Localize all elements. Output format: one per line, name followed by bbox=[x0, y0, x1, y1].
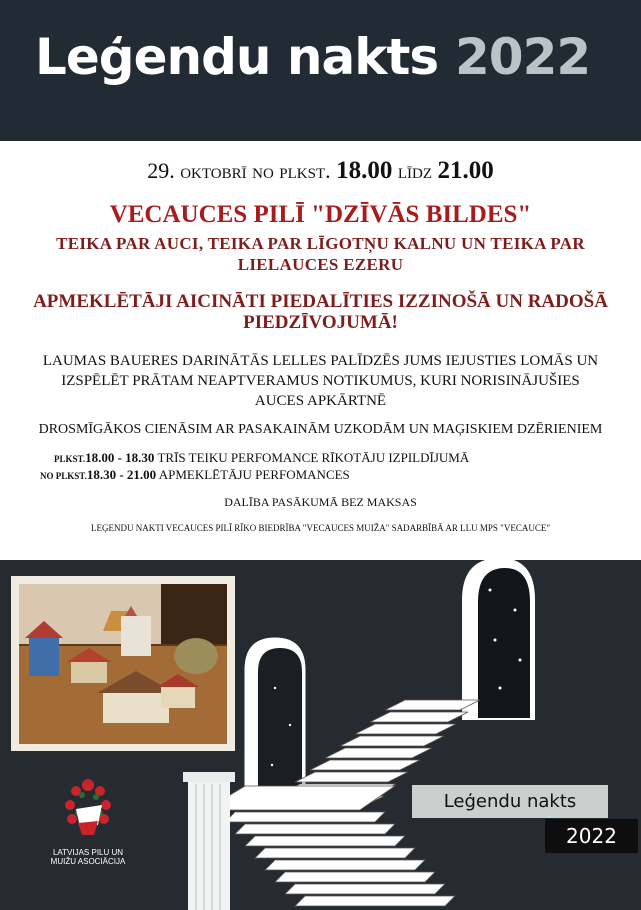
badge-title: Leģendu nakts bbox=[412, 785, 608, 818]
illustration-panel bbox=[0, 560, 641, 910]
badge-year: 2022 bbox=[545, 819, 638, 853]
event-description: LAUMAS BAUERES DARINĀTĀS LELLES PALĪDZĒS JUMS IEJUSTIES LOMĀS UN IZSPĒLĒT PRĀTAM NEAPTVERAMUS NOTIKUMUS, KURI NORISINĀJUŠIES AUCES APKĀRTNĒ bbox=[42, 353, 599, 409]
schedule-row bbox=[40, 467, 600, 484]
lower-stairs bbox=[225, 812, 455, 906]
header-title: Leģendu nakts bbox=[35, 28, 439, 86]
landing bbox=[205, 786, 395, 810]
caption-line2: MUIŽU ASOCIĀCIJA bbox=[50, 857, 126, 866]
schedule-row bbox=[40, 450, 600, 467]
column-pillar bbox=[183, 772, 235, 910]
organizers-note: LEĢENDU NAKTI VECAUCES PILĪ RĪKO BIEDRĪBA "VECAUCES MUIŽA" SADARBĪBĀ AR LLU MPS "VECAUCE" bbox=[90, 523, 551, 533]
schedule bbox=[40, 450, 600, 484]
date-month: oktobrī no plkst. bbox=[180, 158, 331, 183]
caption-line1: LATVIJAS PILU UN bbox=[52, 848, 124, 857]
puppet-scene-image bbox=[11, 576, 235, 751]
association-crest-icon bbox=[58, 775, 118, 845]
event-date bbox=[0, 157, 641, 185]
event-info bbox=[0, 141, 641, 560]
event-title: VECAUCES PILĪ "DZĪVĀS BILDES" bbox=[109, 201, 532, 228]
date-day: 29. bbox=[147, 158, 175, 183]
event-treats: DROSMĪGĀKOS CIENĀSIM AR PASAKAINĀM UZKODĀM UN MAĢISKIEM DZĒRIENIEM bbox=[38, 422, 603, 437]
header-banner bbox=[0, 0, 641, 141]
time-end: 21.00 bbox=[437, 157, 494, 184]
window-night bbox=[478, 568, 530, 718]
schedule-prefix: PLKST. bbox=[54, 454, 86, 464]
schedule-time: 18.00 - 18.30 bbox=[85, 450, 155, 465]
schedule-time: 18.30 - 21.00 bbox=[86, 467, 157, 482]
header-year: 2022 bbox=[455, 28, 591, 86]
schedule-text: APMEKLĒTĀJU PERFOMANCES bbox=[158, 467, 350, 482]
time-start: 18.00 bbox=[336, 157, 393, 184]
schedule-text: TRĪS TEIKU PERFOMANCE RĪKOTĀJU IZPILDĪJUMĀ bbox=[157, 450, 470, 465]
event-invite: APMEKLĒTĀJI AICINĀTI PIEDALĪTIES IZZINOŠĀ UN RADOŠĀ PIEDZĪVOJUMĀ! bbox=[33, 291, 608, 333]
event-subtitle: TEIKA PAR AUCI, TEIKA PAR LĪGOTŅU KALNU UN TEIKA PAR LIELAUCES EZERU bbox=[56, 234, 585, 274]
association-caption bbox=[47, 848, 129, 866]
schedule-prefix: NO PLKST. bbox=[40, 471, 87, 481]
free-admission: DALĪBA PASĀKUMĀ BEZ MAKSAS bbox=[224, 495, 417, 509]
date-until: līdz bbox=[397, 158, 433, 183]
puppet-photo bbox=[11, 576, 235, 751]
